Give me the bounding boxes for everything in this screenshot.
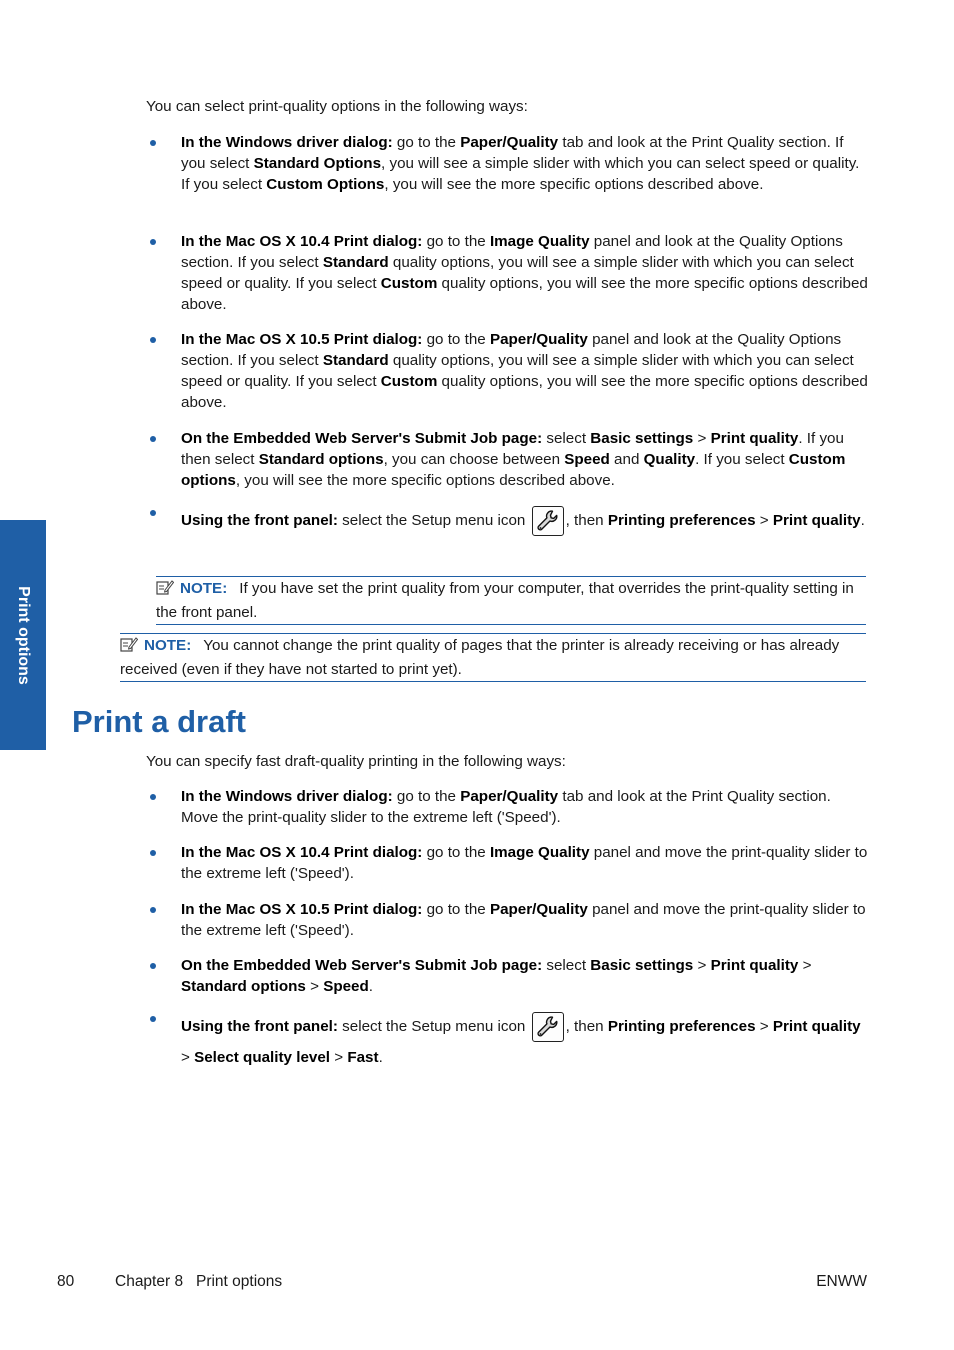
bold-term: In the Mac OS X 10.4 Print dialog: [181, 844, 423, 861]
bold-term: Paper/Quality [460, 788, 559, 805]
bold-term: Print quality [710, 957, 799, 974]
note-icon [156, 579, 174, 602]
text-run: > [181, 1049, 195, 1066]
text-run: quality options, you will see the more specific options described above. [181, 373, 868, 411]
bold-term: Speed [564, 451, 610, 468]
text-run: go to the [422, 844, 490, 861]
text-run: quality options, you will see a simple slider with which you can select speed or quality. If you select [181, 254, 854, 292]
text-run: > [693, 957, 711, 974]
text-run: select the Setup menu icon [337, 512, 530, 529]
text-run: > [755, 512, 773, 529]
wrench-icon [532, 1012, 564, 1042]
bold-term: On the Embedded Web Server's Submit Job page: [181, 957, 543, 974]
bold-term: Standard [322, 352, 389, 369]
bold-term: In the Windows driver dialog: [181, 134, 393, 151]
note-text: You cannot change the print quality of pages that the printer is already receiving or has already received (even if they have not started to print yet). [120, 637, 840, 678]
list-item [146, 329, 866, 413]
page-number: 80 [57, 1273, 75, 1290]
text-run: > [798, 957, 812, 974]
text-run: , you can choose between [383, 451, 565, 468]
bold-term: Using the front panel: [181, 512, 338, 529]
note-icon [120, 636, 138, 659]
bold-term: Custom Options [266, 176, 385, 193]
text-run: select [542, 430, 591, 447]
section-heading: Print a draft [72, 704, 246, 739]
text-run: go to the [392, 134, 461, 151]
list-item [146, 132, 866, 195]
list-item [146, 1011, 866, 1073]
bold-term: Standard options [258, 451, 384, 468]
list-item [146, 428, 866, 491]
chapter-label: Chapter 8 Print options [115, 1273, 283, 1290]
text-run: select [542, 957, 591, 974]
text-run: select the Setup menu icon [337, 1018, 530, 1035]
text-run: , you will see the more specific options described above. [384, 176, 764, 193]
bold-term: Print quality [772, 512, 861, 529]
bold-term: Custom [380, 373, 438, 390]
bold-term: Quality [643, 451, 696, 468]
bold-term: In the Windows driver dialog: [181, 788, 393, 805]
bold-term: Speed [323, 978, 369, 995]
text-run: go to the [422, 901, 490, 918]
bold-term: Basic settings [590, 957, 694, 974]
bold-term: Select quality level [194, 1049, 331, 1066]
text-run: > [330, 1049, 348, 1066]
note-label: NOTE: [180, 580, 228, 597]
text-run: and [609, 451, 644, 468]
text-run: . [378, 1049, 383, 1066]
note-label: NOTE: [144, 637, 192, 654]
note-front-panel [156, 576, 866, 625]
list-item [146, 786, 866, 828]
list-item [146, 231, 866, 315]
text-run: tab and look at the Print Quality section. If you select [181, 134, 844, 172]
text-run: . If you select [695, 451, 789, 468]
text-run: go to the [392, 788, 461, 805]
list-item [146, 505, 866, 536]
section2-intro: You can specify fast draft-quality printing in the following ways: [146, 753, 566, 770]
wrench-icon [532, 506, 564, 536]
text-run: quality options, you will see the more specific options described above. [181, 275, 868, 313]
side-tab [0, 520, 46, 750]
bold-term: Image Quality [489, 233, 590, 250]
bold-term: Printing preferences [607, 1018, 756, 1035]
text-run: , you will see the more specific options described above. [235, 472, 615, 489]
text-run: panel and move the print-quality slider to the extreme left ('Speed'). [181, 844, 868, 882]
section1-intro: You can select print-quality options in the following ways: [146, 98, 528, 115]
text-run: quality options, you will see a simple slider with which you can select speed or quality. If you select [181, 352, 854, 390]
bold-term: Standard [322, 254, 389, 271]
text-run: , then [565, 512, 608, 529]
list-item [146, 955, 866, 997]
bold-term: In the Mac OS X 10.4 Print dialog: [181, 233, 423, 250]
note-text: If you have set the print quality from your computer, that overrides the print-quality setting in the front panel. [156, 580, 854, 621]
text-run: go to the [422, 331, 490, 348]
bold-term: Custom [380, 275, 438, 292]
bold-term: Print quality [772, 1018, 861, 1035]
text-run: > [693, 430, 711, 447]
bold-term: In the Mac OS X 10.5 Print dialog: [181, 901, 423, 918]
note-print-quality [120, 633, 866, 682]
list-item [146, 842, 866, 884]
bold-term: Print quality [710, 430, 799, 447]
text-run: . [860, 512, 865, 529]
list-item [146, 899, 866, 941]
bold-term: Image Quality [489, 844, 590, 861]
text-run: panel and look at the Quality Options section. If you select [181, 331, 842, 369]
bold-term: Fast [347, 1049, 379, 1066]
bold-term: Printing preferences [607, 512, 756, 529]
footer-label: ENWW [816, 1273, 867, 1290]
bold-term: Paper/Quality [460, 134, 559, 151]
text-run: . If you then select [181, 430, 844, 468]
text-run: . [368, 978, 373, 995]
text-run: tab and look at the Print Quality section. Move the print-quality slider to the extreme left ('Speed'). [181, 788, 831, 826]
side-tab-label: Print options [14, 585, 32, 685]
bold-term: Custom options [181, 451, 846, 489]
bold-term: Standard Options [253, 155, 382, 172]
bold-term: Using the front panel: [181, 1018, 338, 1035]
text-run: > [305, 978, 324, 995]
bold-term: Paper/Quality [489, 331, 588, 348]
text-run: go to the [422, 233, 490, 250]
bold-term: Paper/Quality [489, 901, 588, 918]
text-run: , you will see a simple slider with which you can select speed or quality. If you select [181, 155, 860, 193]
text-run: > [755, 1018, 773, 1035]
text-run: panel and look at the Quality Options section. If you select [181, 233, 843, 271]
text-run: , then [565, 1018, 608, 1035]
text-run: panel and move the print-quality slider to the extreme left ('Speed'). [181, 901, 866, 939]
bold-term: On the Embedded Web Server's Submit Job page: [181, 430, 543, 447]
bold-term: Basic settings [590, 430, 694, 447]
bold-term: In the Mac OS X 10.5 Print dialog: [181, 331, 423, 348]
bold-term: Standard options [181, 978, 306, 995]
